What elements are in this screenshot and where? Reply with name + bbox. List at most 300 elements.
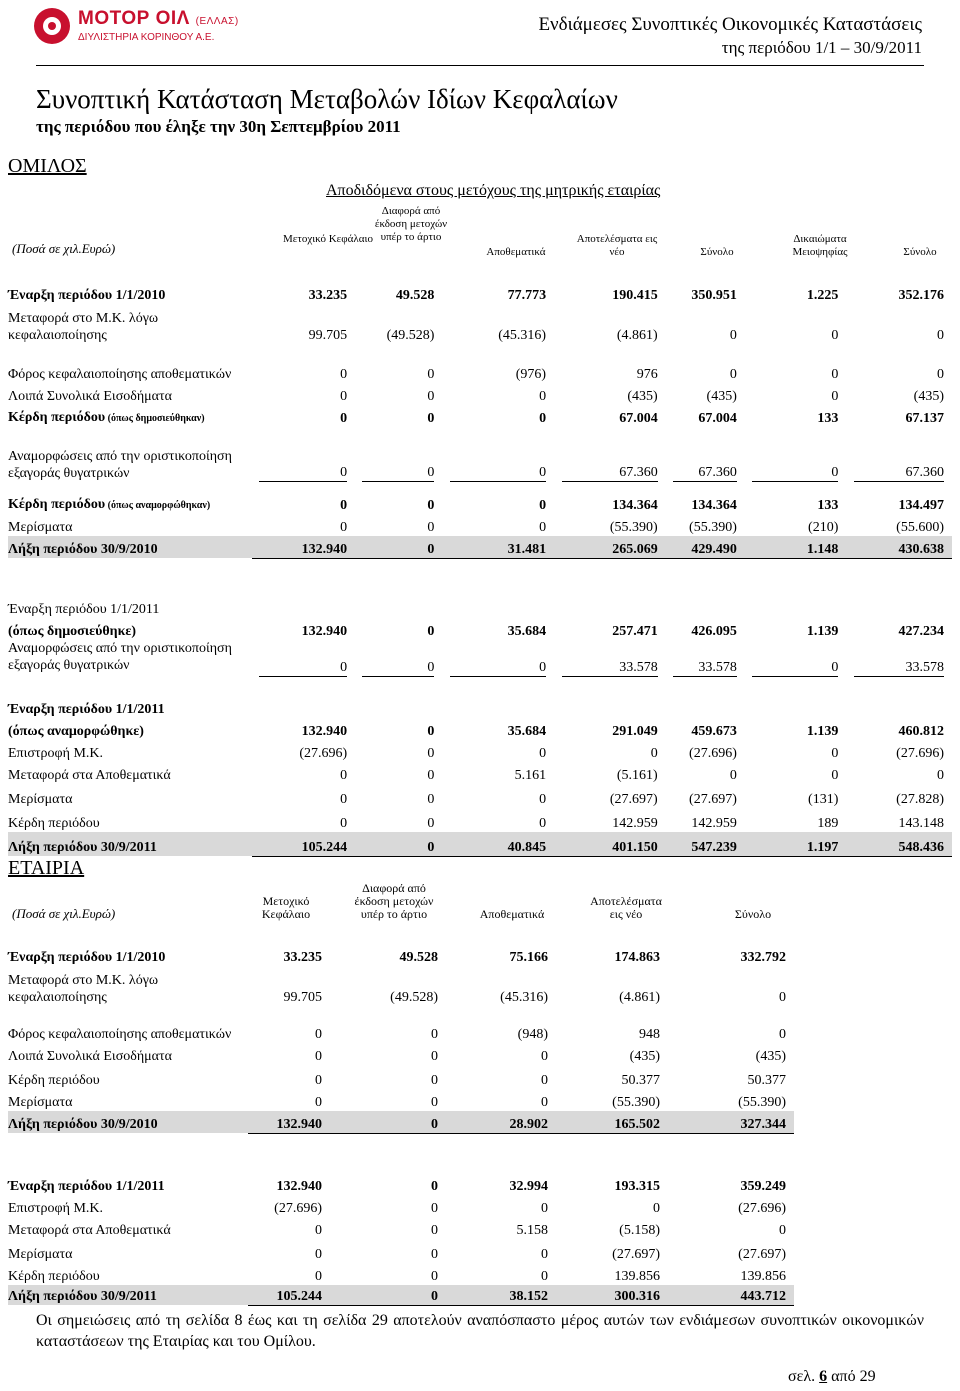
cell-value: 99.705 — [308, 328, 348, 343]
cell-value: (5.158) — [619, 1223, 660, 1238]
cell-value: 459.673 — [691, 724, 737, 739]
cell-value — [355, 696, 442, 718]
cell-value: 0 — [431, 1247, 438, 1262]
cell-value: 67.360 — [846, 427, 952, 482]
cell-value: 0 — [427, 792, 435, 807]
cell-value: (27.696) — [274, 1201, 322, 1216]
table-row — [8, 640, 952, 696]
row-label: Μεταφορά στα Αποθεματικά — [8, 1223, 171, 1238]
row-label: Κέρδη περιόδου — [8, 816, 100, 831]
company-heading: ΕΤΑΙΡΙΑ — [8, 857, 85, 879]
row-label — [8, 558, 252, 598]
table-row — [8, 344, 952, 383]
cell-value: 67.004 — [698, 411, 737, 426]
cell-value: 0 — [427, 816, 435, 831]
cell-value: 1.225 — [806, 288, 839, 303]
table-row — [8, 536, 952, 558]
cell-value: 40.845 — [442, 832, 554, 856]
cell-value: 0 — [539, 411, 547, 426]
cell-value — [355, 598, 442, 618]
cell-value: 0 — [427, 768, 435, 783]
cell-value: 50.377 — [747, 1073, 786, 1088]
cell-value — [846, 696, 952, 718]
table-row — [8, 558, 952, 598]
logo-emblem-icon — [34, 8, 70, 44]
company-col-4: Αποτελέσματα εις νέο — [590, 894, 662, 921]
row-label: Μερίσματα — [8, 520, 73, 535]
company-col-3: Αποθεματικά — [479, 907, 545, 921]
cell-value: 0 — [729, 328, 737, 343]
cell-value: 0 — [831, 746, 839, 761]
row-label: (όπως δημοσιεύθηκε) — [8, 624, 137, 639]
table-row — [8, 966, 794, 1006]
row-label: Λήξη περιόδου 30/9/2011 — [8, 832, 252, 856]
cell-value: 0 — [340, 792, 348, 807]
group-attrib-heading: Αποδιδόμενα στους μετόχους της μητρικής εταιρίας — [326, 182, 661, 199]
cell-value: 0 — [653, 1201, 660, 1216]
cell-value: (27.697) — [689, 792, 737, 807]
logo-subtitle: ΔΙΥΛΙΣΤΗΡΙΑ ΚΟΡΙΝΘΟΥ Α.Ε. — [78, 32, 215, 43]
cell-value: 948 — [639, 1027, 660, 1042]
row-label: Μεταφορά στα Αποθεματικά — [8, 768, 171, 783]
cell-value: 0 — [729, 768, 737, 783]
cell-value: 0 — [431, 1223, 438, 1238]
cell-value — [446, 1133, 556, 1173]
row-label: Έναρξη περιόδου 1/1/2010 — [8, 288, 166, 303]
cell-value — [745, 558, 847, 598]
cell-value: 0 — [330, 1285, 446, 1305]
cell-value: 0 — [427, 624, 435, 639]
cell-value: 265.069 — [554, 536, 666, 558]
cell-value: 0 — [340, 367, 348, 382]
cell-value: 105.244 — [252, 832, 356, 856]
row-label: Λήξη περιόδου 30/9/2010 — [8, 536, 252, 558]
table-row — [8, 1043, 794, 1065]
cell-value: 0 — [539, 792, 547, 807]
cell-value: 0 — [431, 1049, 438, 1064]
row-label: Κέρδη περιόδου (όπως δημοσιεύθηκαν) — [8, 410, 205, 425]
cell-value: 0 — [340, 389, 348, 404]
table-row — [8, 1006, 794, 1043]
table-row — [8, 304, 952, 344]
cell-value: (976) — [515, 367, 547, 382]
cell-value: (27.697) — [738, 1247, 786, 1262]
cell-value: 0 — [315, 1095, 322, 1110]
cell-value: 0 — [831, 389, 839, 404]
table-row — [8, 784, 952, 808]
cell-value: 99.705 — [283, 990, 322, 1005]
table-row — [8, 1111, 794, 1133]
cell-value: 133 — [817, 411, 839, 426]
cell-value: 67.137 — [905, 411, 944, 426]
cell-value: 332.792 — [740, 950, 786, 965]
cell-value — [248, 1133, 330, 1173]
company-logo — [34, 6, 239, 50]
cell-value: 5.161 — [514, 768, 547, 783]
cell-value: 132.940 — [301, 624, 348, 639]
group-col-6: Δικαιώματα Μειοψηφίας — [792, 233, 848, 258]
row-label: Κέρδη περιόδου — [8, 1269, 100, 1284]
row-label: Έναρξη περιόδου 1/1/2011 — [8, 1179, 165, 1194]
cell-value: 548.436 — [846, 832, 952, 856]
footnote: Οι σημειώσεις από τη σελίδα 8 έως και τη σελίδα 29 αποτελούν αναπόσπαστο μέρος αυτών των ενδιάμεσων συνοπτικών οικονομικών καταστάσεων της Εταιρίας και του Ομίλου. — [36, 1312, 924, 1350]
cell-value: (49.528) — [386, 328, 435, 343]
cell-value — [668, 1133, 794, 1173]
cell-value: 0 — [539, 498, 547, 513]
table-row — [8, 427, 952, 482]
cell-value: 0 — [315, 1269, 322, 1284]
cell-value: 50.377 — [621, 1073, 660, 1088]
cell-value: 401.150 — [554, 832, 666, 856]
cell-value: 0 — [315, 1073, 322, 1088]
group-col-7: Σύνολο — [903, 246, 937, 258]
cell-value — [252, 696, 356, 718]
cell-value: 0 — [427, 746, 435, 761]
cell-value: (27.696) — [896, 746, 944, 761]
cell-value: 460.812 — [898, 724, 944, 739]
cell-value: 38.152 — [446, 1285, 556, 1305]
company-col-1: Μετοχικό Κεφάλαιο — [261, 894, 311, 921]
table-row — [8, 618, 952, 640]
cell-value: 0 — [427, 411, 435, 426]
cell-value: 35.684 — [507, 624, 547, 639]
cell-value: (948) — [517, 1027, 548, 1042]
cell-value: (435) — [627, 389, 658, 404]
cell-value: 0 — [330, 1111, 446, 1133]
row-label: Μερίσματα — [8, 1247, 73, 1262]
cell-value: 0 — [745, 427, 847, 482]
cell-value: 31.481 — [442, 536, 554, 558]
cell-value: 0 — [831, 768, 839, 783]
cell-value: 190.415 — [612, 288, 658, 303]
cell-value: 0 — [745, 640, 847, 696]
cell-value: 75.166 — [509, 950, 548, 965]
cell-value: 33.578 — [554, 640, 666, 696]
row-label: Αναμορφώσεις από την οριστικοποίηση εξαγοράς θυγατρικών — [8, 641, 232, 673]
cell-value: 134.497 — [898, 498, 944, 513]
cell-value: (55.390) — [609, 520, 658, 535]
cell-value: 1.197 — [745, 832, 847, 856]
cell-value: 0 — [937, 367, 944, 382]
cell-value: 139.856 — [740, 1269, 786, 1284]
cell-value: 547.239 — [666, 832, 745, 856]
cell-value: (45.316) — [500, 990, 548, 1005]
cell-value: 32.994 — [509, 1179, 548, 1194]
cell-value: 352.176 — [898, 288, 944, 303]
cell-value: 0 — [340, 816, 348, 831]
cell-value — [442, 696, 554, 718]
cell-value: 443.712 — [668, 1285, 794, 1305]
row-label: Έναρξη περιόδου 1/1/2011 — [8, 602, 160, 617]
cell-value: 0 — [252, 640, 356, 696]
cell-value: 5.158 — [516, 1223, 548, 1238]
cell-value: 0 — [779, 990, 786, 1005]
cell-value: 189 — [817, 816, 839, 831]
cell-value: 134.364 — [612, 498, 658, 513]
table-row — [8, 832, 952, 856]
cell-value: 0 — [937, 328, 944, 343]
report-period: της περιόδου 1/1 – 30/9/2011 — [721, 38, 922, 57]
cell-value: 0 — [355, 536, 442, 558]
row-label: Κέρδη περιόδου — [8, 1073, 100, 1088]
row-label: Φόρος κεφαλαιοποίησης αποθεματικών — [8, 1027, 232, 1042]
cell-value: 0 — [831, 367, 839, 382]
cell-value: (55.390) — [738, 1095, 786, 1110]
cell-value — [252, 598, 356, 618]
row-label: Έναρξη περιόδου 1/1/2011 — [8, 702, 165, 717]
report-title: Ενδιάμεσες Συνοπτικές Οικονομικές Καταστάσεις — [538, 14, 922, 35]
cell-value: 105.244 — [248, 1285, 330, 1305]
table-row — [8, 598, 952, 618]
cell-value: 0 — [340, 498, 348, 513]
cell-value — [745, 696, 847, 718]
cell-value — [554, 598, 666, 618]
row-label: Λοιπά Συνολικά Εισοδήματα — [8, 389, 172, 404]
group-col-5: Σύνολο — [700, 246, 734, 258]
cell-value — [330, 1133, 446, 1173]
cell-value: 0 — [315, 1223, 322, 1238]
table-row — [8, 1263, 794, 1285]
cell-value: 0 — [431, 1095, 438, 1110]
cell-value: 300.316 — [556, 1285, 668, 1305]
row-label: Μερίσματα — [8, 1095, 73, 1110]
cell-value: 67.360 — [666, 427, 745, 482]
cell-value: 193.315 — [614, 1179, 660, 1194]
cell-value: 0 — [541, 1073, 548, 1088]
cell-value: 67.360 — [554, 427, 666, 482]
row-label — [8, 1133, 248, 1173]
cell-value: 0 — [315, 1049, 322, 1064]
cell-value: 430.638 — [846, 536, 952, 558]
group-col-3: Αποθεματικά — [486, 246, 546, 258]
cell-value: (27.697) — [612, 1247, 660, 1262]
cell-value: 0 — [541, 1247, 548, 1262]
table-row — [8, 808, 952, 832]
cell-value: 350.951 — [691, 288, 737, 303]
cell-value: 1.139 — [806, 724, 839, 739]
cell-value: 0 — [431, 1269, 438, 1284]
cell-value: 165.502 — [556, 1111, 668, 1133]
cell-value: 0 — [729, 367, 737, 382]
cell-value: (55.390) — [612, 1095, 660, 1110]
cell-value: 0 — [427, 724, 435, 739]
cell-value: 1.148 — [745, 536, 847, 558]
table-row — [8, 1239, 794, 1263]
cell-value — [556, 1133, 668, 1173]
cell-value: (4.861) — [616, 328, 658, 343]
row-label: Μεταφορά στο Μ.Κ. λόγω κεφαλαιοποίησης — [8, 311, 159, 343]
table-row — [8, 405, 952, 427]
cell-value: 132.940 — [301, 724, 348, 739]
cell-value: 257.471 — [612, 624, 658, 639]
cell-value: 0 — [442, 427, 554, 482]
cell-value: 0 — [539, 520, 547, 535]
cell-value: 0 — [340, 520, 348, 535]
table-row — [8, 1285, 794, 1305]
cell-value: 139.856 — [614, 1269, 660, 1284]
cell-value: 0 — [431, 1201, 438, 1216]
cell-value: (27.696) — [299, 746, 348, 761]
group-equity-table — [8, 286, 952, 857]
company-col-2: Διαφορά από έκδοση μετοχών υπέρ το άρτιο — [354, 881, 434, 921]
cell-value: 28.902 — [446, 1111, 556, 1133]
table-row — [8, 946, 794, 966]
cell-value: 77.773 — [507, 288, 547, 303]
cell-value: 0 — [937, 768, 944, 783]
cell-value: 0 — [539, 746, 547, 761]
cell-value: 133 — [817, 498, 839, 513]
table-row — [8, 718, 952, 740]
table-row — [8, 696, 952, 718]
cell-value: 976 — [636, 367, 658, 382]
cell-value: 33.235 — [283, 950, 322, 965]
table-row — [8, 1173, 794, 1195]
table-row — [8, 383, 952, 405]
row-label: Κέρδη περιόδου (όπως αναμορφώθηκαν) — [8, 497, 211, 512]
cell-value — [666, 558, 745, 598]
cell-value: 0 — [431, 1179, 438, 1194]
company-equity-table — [8, 946, 794, 1306]
cell-value — [442, 598, 554, 618]
row-label: Έναρξη περιόδου 1/1/2010 — [8, 950, 166, 965]
cell-value: 0 — [355, 640, 442, 696]
cell-value: 427.234 — [898, 624, 944, 639]
cell-value: 142.959 — [612, 816, 658, 831]
cell-value: 0 — [315, 1247, 322, 1262]
cell-value — [355, 558, 442, 598]
cell-value: 359.249 — [740, 1179, 786, 1194]
cell-value — [442, 558, 554, 598]
cell-value — [846, 598, 952, 618]
cell-value: 0 — [340, 768, 348, 783]
cell-value: 132.940 — [276, 1179, 322, 1194]
cell-value: 0 — [539, 389, 547, 404]
cell-value — [252, 558, 356, 598]
cell-value: (435) — [913, 389, 944, 404]
row-label: Λήξη περιόδου 30/9/2011 — [8, 1285, 248, 1305]
cell-value — [846, 558, 952, 598]
row-label: Επιστροφή Μ.Κ. — [8, 746, 104, 761]
row-label: Αναμορφώσεις από την οριστικοποίηση εξαγοράς θυγατρικών — [8, 449, 232, 481]
table-row — [8, 1217, 794, 1239]
group-col-4: Αποτελέσματα εις νέο — [576, 233, 658, 258]
row-label: (όπως αναμορφώθηκε) — [8, 724, 144, 739]
cell-value: 132.940 — [252, 536, 356, 558]
cell-value: 0 — [427, 389, 435, 404]
cell-value: 0 — [355, 427, 442, 482]
cell-value: 0 — [431, 1073, 438, 1088]
cell-value: (27.696) — [738, 1201, 786, 1216]
table-row — [8, 482, 952, 514]
cell-value: 0 — [427, 520, 435, 535]
cell-value: (49.528) — [390, 990, 438, 1005]
table-row — [8, 1133, 794, 1173]
row-label: Μερίσματα — [8, 792, 73, 807]
cell-value: 291.049 — [612, 724, 658, 739]
logo-suffix: (ΕΛΛΑΣ) — [195, 16, 239, 27]
cell-value: 0 — [541, 1201, 548, 1216]
group-heading: ΟΜΙΛΟΣ — [8, 155, 87, 177]
cell-value: 0 — [340, 411, 348, 426]
row-label: Λοιπά Συνολικά Εισοδήματα — [8, 1049, 172, 1064]
header-rule — [36, 65, 924, 66]
cell-value — [745, 598, 847, 618]
company-currency: (Ποσά σε χιλ.Ευρώ) — [12, 906, 116, 921]
cell-value: 142.959 — [691, 816, 737, 831]
cell-value: 0 — [442, 640, 554, 696]
cell-value: 0 — [427, 367, 435, 382]
row-label: Μεταφορά στο Μ.Κ. λόγω κεφαλαιοποίησης — [8, 973, 159, 1005]
cell-value: 426.095 — [691, 624, 737, 639]
company-col-5: Σύνολο — [734, 907, 772, 921]
cell-value: 0 — [831, 328, 839, 343]
cell-value: 49.528 — [399, 950, 438, 965]
cell-value: 33.235 — [308, 288, 348, 303]
table-row — [8, 514, 952, 536]
cell-value — [554, 558, 666, 598]
cell-value: 33.578 — [666, 640, 745, 696]
cell-value: 0 — [427, 498, 435, 513]
table-row — [8, 762, 952, 784]
cell-value: (45.316) — [498, 328, 547, 343]
cell-value: (27.697) — [609, 792, 658, 807]
cell-value: 132.940 — [248, 1111, 330, 1133]
cell-value: 0 — [252, 427, 356, 482]
cell-value: 35.684 — [507, 724, 547, 739]
cell-value: (4.861) — [619, 990, 660, 1005]
group-col-2: Διαφορά από έκδοση μετοχών υπέρ το άρτιο — [374, 205, 448, 243]
cell-value: (55.390) — [689, 520, 737, 535]
doc-subtitle: της περιόδου που έληξε την 30η Σεπτεμβρίου 2011 — [36, 117, 401, 136]
cell-value: 1.139 — [806, 624, 839, 639]
cell-value: 67.004 — [619, 411, 658, 426]
cell-value: 0 — [539, 816, 547, 831]
cell-value: 0 — [541, 1095, 548, 1110]
row-label: Φόρος κεφαλαιοποίησης αποθεματικών — [8, 367, 232, 382]
doc-title: Συνοπτική Κατάσταση Μεταβολών Ιδίων Κεφαλαίων — [36, 84, 618, 114]
cell-value: (27.696) — [689, 746, 737, 761]
cell-value: 33.578 — [846, 640, 952, 696]
cell-value: 174.863 — [614, 950, 660, 965]
cell-value: (435) — [629, 1049, 660, 1064]
page-number: σελ. 6 από 29 — [788, 1368, 876, 1385]
cell-value — [666, 598, 745, 618]
cell-value: 0 — [779, 1223, 786, 1238]
row-label: Λήξη περιόδου 30/9/2010 — [8, 1111, 248, 1133]
cell-value: (131) — [808, 792, 839, 807]
cell-value: 143.148 — [898, 816, 944, 831]
cell-value: (55.600) — [896, 520, 944, 535]
table-row — [8, 286, 952, 304]
cell-value: (210) — [808, 520, 839, 535]
table-row — [8, 1089, 794, 1111]
row-label: Επιστροφή Μ.Κ. — [8, 1201, 104, 1216]
table-row — [8, 1065, 794, 1089]
table-row — [8, 740, 952, 762]
cell-value: (27.828) — [896, 792, 944, 807]
cell-value: 0 — [431, 1027, 438, 1042]
cell-value: 327.344 — [668, 1111, 794, 1133]
cell-value: (435) — [706, 389, 737, 404]
cell-value: (435) — [755, 1049, 786, 1064]
cell-value: 0 — [650, 746, 658, 761]
cell-value: 429.490 — [666, 536, 745, 558]
cell-value: 49.528 — [395, 288, 435, 303]
cell-value — [666, 696, 745, 718]
cell-value: 134.364 — [691, 498, 737, 513]
cell-value — [554, 696, 666, 718]
cell-value: 0 — [355, 832, 442, 856]
